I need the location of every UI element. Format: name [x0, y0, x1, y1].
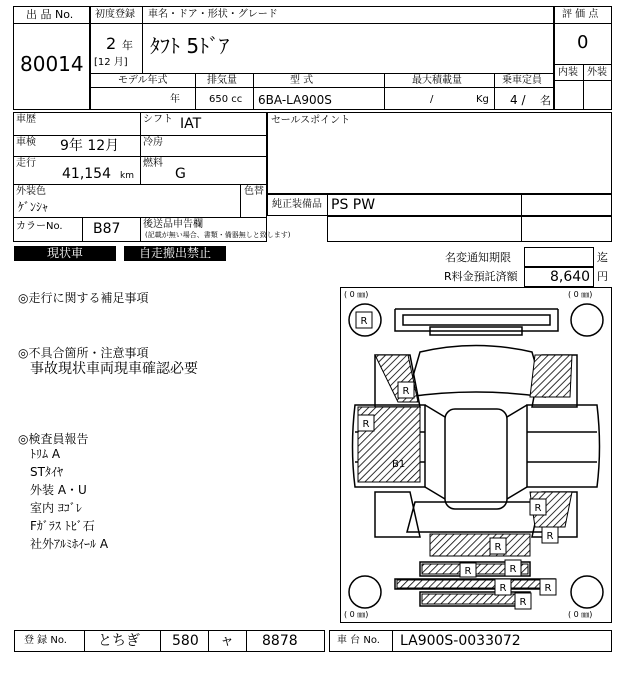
svg-text:R: R — [546, 531, 554, 542]
first-reg-year-unit: 年 — [122, 39, 133, 52]
max-load-unit: Kg — [476, 94, 489, 105]
recycle-value: 8,640 — [550, 269, 591, 285]
shift-label: シフト — [143, 114, 173, 125]
corner-label: ( 0 ㎜) — [344, 290, 369, 299]
svg-text:R: R — [362, 419, 370, 430]
inspector-title: ◎検査員報告 — [18, 432, 89, 446]
exterior-label: 外装 — [587, 67, 607, 78]
history-label: 車歴 — [16, 114, 36, 125]
name-change-unit: 迄 — [597, 251, 608, 264]
reg-label: 登 録 No. — [24, 635, 67, 646]
sales-point-label: セールスポイント — [271, 115, 351, 126]
corner-label: ( 0 ㎜) — [568, 610, 593, 619]
chassis-value: LA900S-0033072 — [400, 633, 521, 649]
color-no-value: B87 — [93, 221, 121, 237]
displacement-value: 650 cc — [209, 94, 243, 105]
mileage-value: 41,154 — [62, 166, 111, 182]
svg-text:R: R — [544, 583, 552, 594]
svg-text:R: R — [494, 542, 502, 553]
inspector-line: Fｶﾞﾗｽ ﾄﾋﾞ石 — [30, 519, 95, 533]
equipment-extra-box — [327, 216, 612, 242]
color-no-label: カラーNo. — [16, 221, 63, 232]
reg-kana: ャ — [220, 633, 234, 649]
inspector-line: STﾀｲﾔ — [30, 465, 63, 479]
displacement-label: 排気量 — [207, 75, 237, 86]
damage-marker-r — [515, 593, 531, 609]
svg-text:R: R — [402, 386, 410, 397]
mileage-label: 走行 — [16, 158, 36, 169]
inspection-value: 9年 12月 — [60, 138, 120, 154]
damage-marker-r — [540, 579, 556, 595]
damage-marker-r — [356, 312, 372, 328]
svg-text:R: R — [519, 597, 527, 608]
first-reg-month: [12 月] — [94, 57, 128, 68]
reg-number: 8878 — [262, 633, 298, 649]
mileage-unit: km — [120, 171, 134, 181]
first-reg-year: 2 — [106, 34, 117, 53]
defects-title: ◎不具合箇所・注意事項 — [18, 346, 149, 360]
rating-label: 評 価 点 — [562, 9, 599, 20]
model-year-label: モデル年式 — [118, 75, 168, 86]
damage-marker-r — [542, 527, 558, 543]
type-label: 型 式 — [290, 75, 314, 86]
name-change-label: 名変通知期限 — [445, 251, 511, 264]
corner-label: ( 0 ㎜) — [568, 290, 593, 299]
lot-no: 80014 — [20, 52, 84, 76]
svg-text:R: R — [534, 503, 542, 514]
current-car-tag: 現状車 — [14, 246, 116, 261]
equipment-label: 純正装備品 — [272, 199, 322, 210]
interior-label: 内装 — [558, 67, 578, 78]
car-name: ﾀﾌﾄ 5ﾄﾞｱ — [150, 34, 230, 58]
name-change-box — [524, 247, 594, 267]
first-reg-label: 初度登録 — [95, 9, 135, 20]
capacity-value: 4 / — [510, 93, 526, 107]
model-year-unit: 年 — [170, 94, 180, 105]
car-damage-diagram — [340, 287, 612, 623]
capacity-label: 乗車定員 — [502, 75, 542, 86]
color-label: 外装色 — [16, 186, 46, 197]
rating-value: 0 — [577, 32, 589, 53]
max-load-slash: / — [430, 94, 434, 105]
damage-marker-r — [460, 563, 476, 577]
supplement-title: ◎走行に関する補足事項 — [18, 291, 149, 305]
color-change-label: 色替 — [244, 186, 264, 197]
shift-value: IAT — [180, 116, 202, 132]
svg-text:R: R — [360, 316, 368, 327]
svg-text:R: R — [499, 583, 507, 594]
inspector-line: 室内 ﾖｺﾞﾚ — [30, 501, 82, 515]
lot-no-label: 出 品 No. — [26, 8, 74, 21]
no-self-drive-tag: 自走搬出禁止 — [124, 246, 226, 261]
chassis-label: 車 台 No. — [337, 635, 380, 646]
type-value: 6BA-LA900S — [258, 93, 332, 107]
equipment-value: PS PW — [331, 197, 376, 213]
recycle-label: R料金預託済額 — [444, 270, 518, 283]
damage-marker-r — [490, 538, 506, 554]
damage-marker-r — [495, 579, 511, 595]
post-doc-note: (記載が無い場合、書類・備器無しと致します) — [145, 231, 291, 239]
capacity-unit: 名 — [540, 94, 551, 107]
panel-code: B1 — [392, 459, 406, 470]
damage-marker-r — [358, 415, 374, 431]
fuel-value: G — [175, 166, 186, 182]
reg-region: とちぎ — [98, 633, 140, 649]
inspector-line: 社外ｱﾙﾐﾎｲｰﾙ A — [30, 537, 109, 551]
damage-marker-r — [530, 499, 546, 515]
svg-text:R: R — [509, 564, 517, 575]
damage-marker-r — [505, 560, 521, 576]
svg-text:R: R — [464, 566, 472, 577]
max-load-label: 最大積載量 — [412, 75, 462, 86]
ac-label: 冷房 — [143, 137, 163, 148]
inspector-line: 外装 A・U — [30, 483, 87, 497]
color-value: ｹﾞﾝｼｬ — [18, 200, 49, 214]
post-doc-label: 後送品申告欄 — [143, 219, 203, 230]
inspection-label: 車検 — [16, 137, 36, 148]
inspector-line: ﾄﾘﾑ A — [30, 447, 61, 461]
reg-class: 580 — [172, 633, 199, 649]
car-name-label: 車名・ドア・形状・グレード — [148, 9, 278, 20]
fuel-label: 燃料 — [143, 158, 163, 169]
defects-text: 事故現状車両現車確認必要 — [30, 361, 198, 377]
recycle-unit: 円 — [597, 270, 608, 283]
corner-label: ( 0 ㎜) — [344, 610, 369, 619]
damage-marker-r — [398, 382, 414, 398]
